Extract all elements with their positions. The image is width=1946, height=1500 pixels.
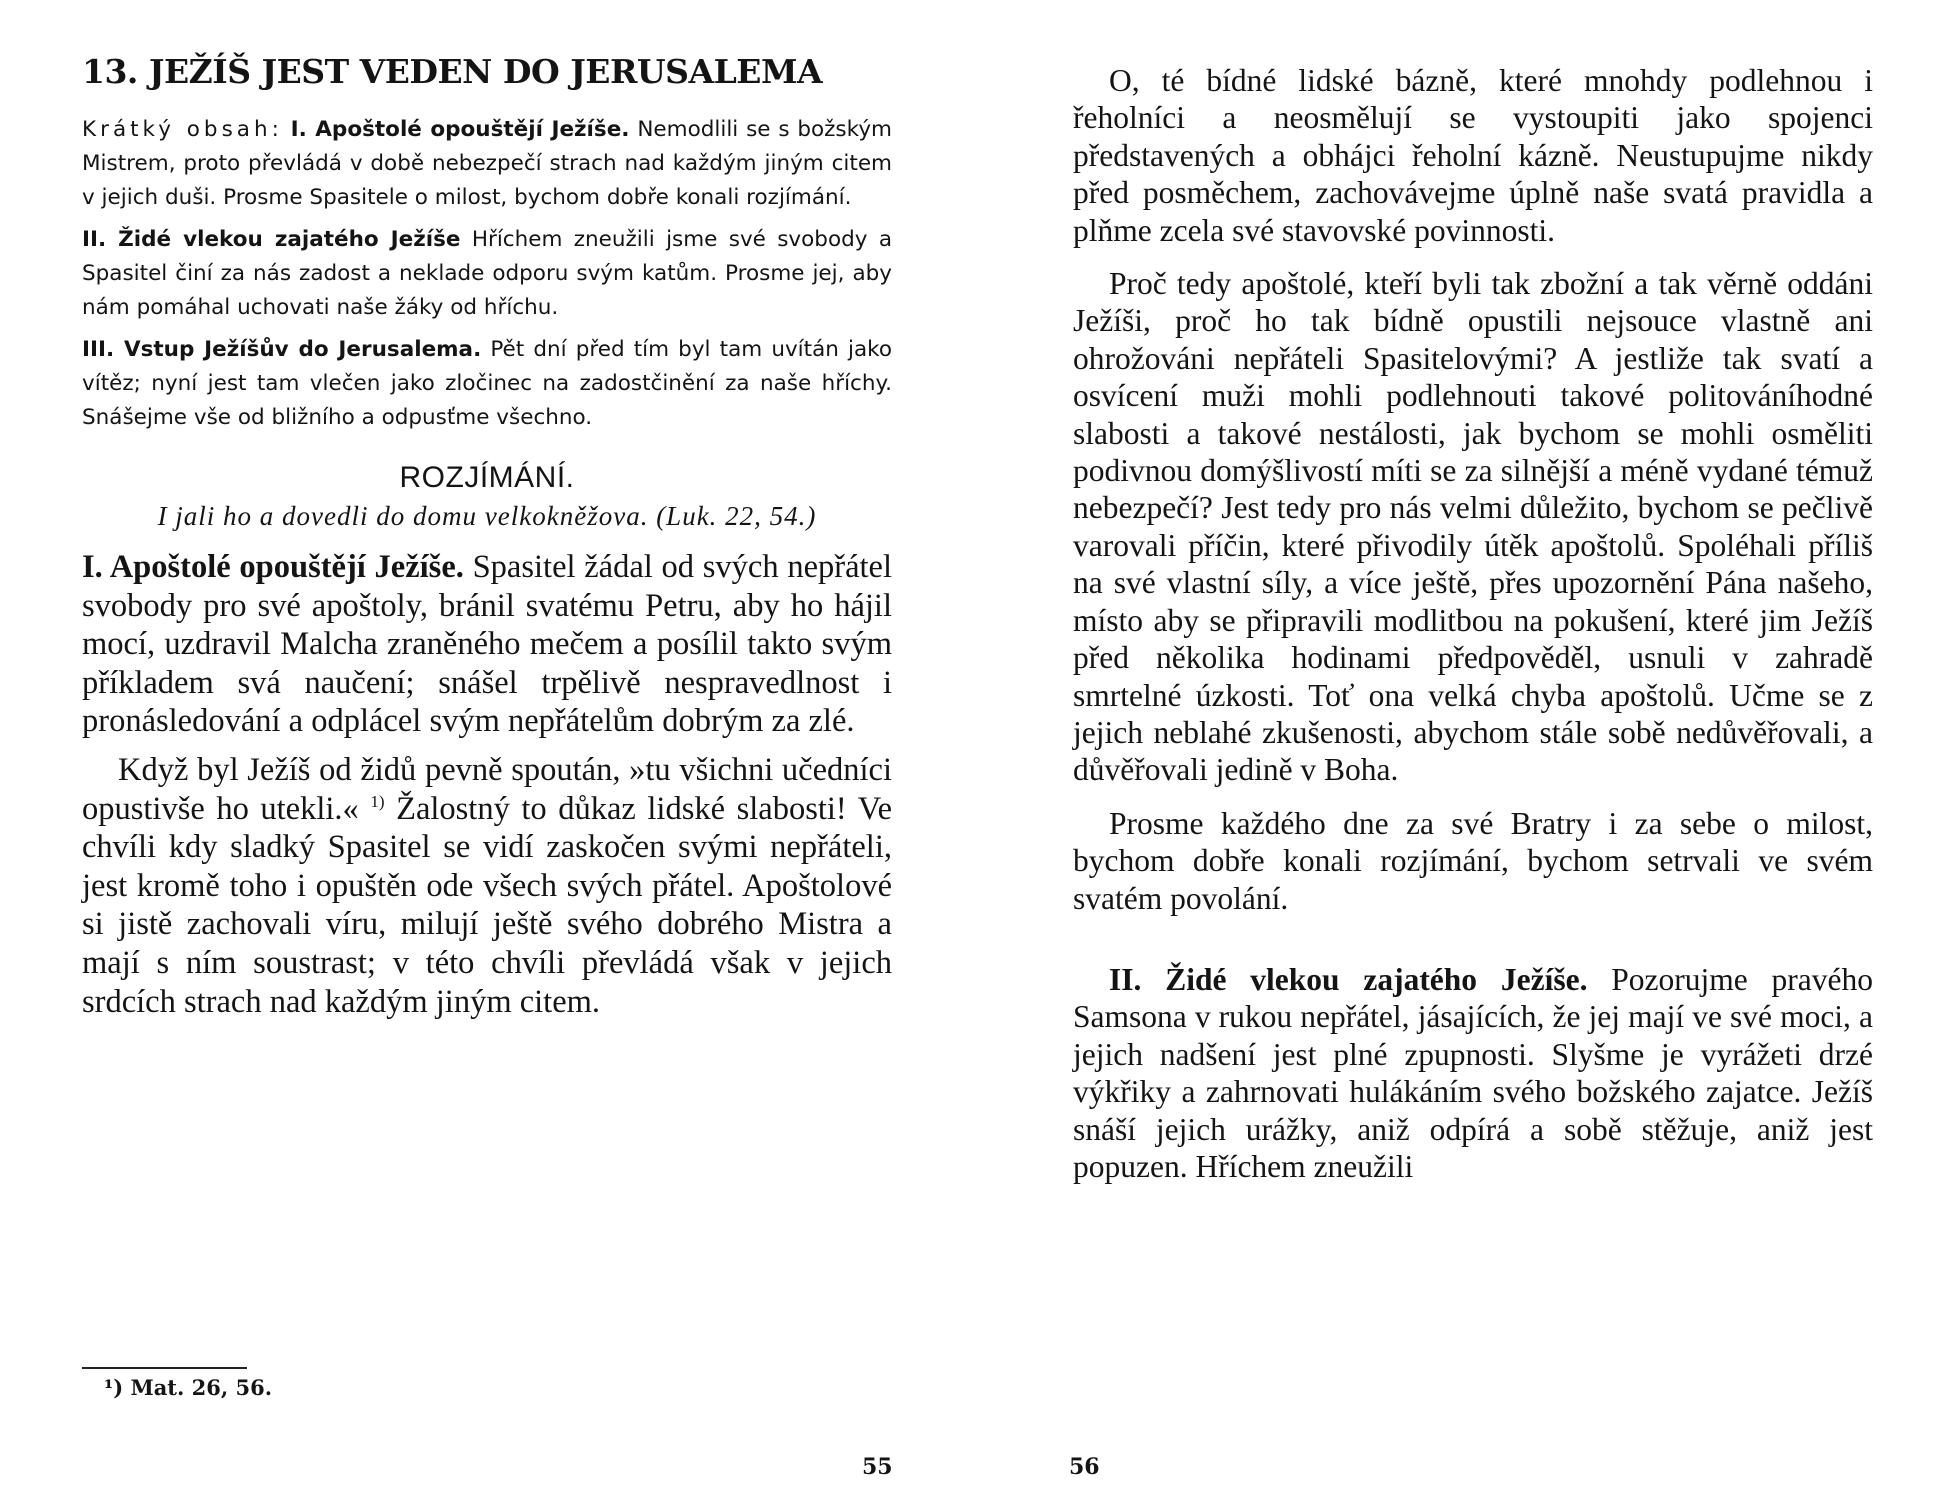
summary-point-3 (82, 333, 892, 435)
summary-point-3-text: Pět dní před tím byl tam uvítán jako vítěz; nyní jest tam vlečen jako zločinec na zadostčinění za naše hříchy. Snášejme vše od bližního a odpusťme všechno. (82, 337, 892, 430)
epigraph: I jali ho a dovedli do domu velkokněžova. (Luk. 22, 54.) (157, 501, 817, 531)
right-paragraph-2: Proč tedy apoštolé, kteří byli tak zbožní a tak věrně oddáni Ježíši, proč ho tak bídně opustili nejsouce vlastně ani ohrožováni nepřáteli Spasitelovými? A jestliže tak svatí a osvícení muži mohli podlehnouti takové politováníhodné slabosti a takové nestálosti, jak bychom se mohli osměliti podivnou domýšlivostí míti se za silnější a méně vydané témuž nebezpečí? Jest tedy pro nás velmi důležito, bychom se pečlivě varovali příčin, které přivodily útěk apoštolů. Spoléhali příliš na své vlastní síly, a více ještě, přes upozornění Pána našeho, místo aby se připravili modlitbou na pokušení, které jim Ježíš před několika hodinami předpověděl, usnuli v zahradě smrtelné úzkosti. Toť ona velká chyba apoštolů. Učme se z jejich neblahé zkušenosti, abychom stále sobě nedůvěřovali, a důvěřovali jedině v Boha. (1073, 266, 1873, 788)
right-paragraph-1: O, té bídné lidské bázně, které mnohdy podlehnou i řeholníci a neosmělují se vystoupiti jako spojenci představených a obhájci řeholní kázně. Neustupujme nikdy před posměchem, zachovávejme úplně naše svatá pravidla a plňme zcela své stavovské povinnosti. (1073, 63, 1873, 248)
right-paragraph-4-lead: II. Židé vlekou zajatého Ježíše. (1109, 961, 1588, 997)
right-body (1073, 62, 1873, 1185)
summary-label: Krátký obsah: (82, 117, 283, 142)
section-heading: ROZJÍMÁNÍ. (399, 461, 575, 494)
chapter-title: 13. JEŽÍŠ JEST VEDEN DO JERUSALEMA (82, 52, 823, 91)
summary-point-1-text: Nemodlili se s božským Mistrem, proto převládá v době nebezpečí strach nad každým jiným citem v jejich duši. Prosme Spasitele o milost, bychom dobře konali rozjímání. (82, 117, 892, 210)
right-paragraph-3: Prosme každého dne za své Bratry i za sebe o milost, bychom dobře konali rozjímání, bychom setrvali ve svém svatém povolání. (1073, 805, 1873, 916)
footnote: ¹) Mat. 26, 56. (104, 1375, 272, 1400)
footnote-ref: 1) (370, 791, 385, 811)
summary-point-1 (82, 113, 892, 215)
body-paragraph-1-lead: I. Apoštolé opouštějí Ježíše. (82, 549, 464, 585)
body-paragraph-1-text: Spasitel žádal od svých nepřátel svobody pro své apoštoly, bránil svatému Petru, aby ho hájil mocí, uzdravil Malcha zraněného mečem a posílil takto svým příkladem svá naučení; snášel trpělivě nespravedlnost i pronásledování a odplácel svým nepřátelům dobrým za zlé. (82, 549, 892, 740)
summary-point-2-title: II. Židé vlekou zajatého Ježíše (82, 227, 461, 252)
body-paragraph-2 (82, 751, 892, 1021)
body-paragraph-2-text-a: Když byl Ježíš od židů pevně spoután, »tu všichni učedníci opustivše ho utekli.« (82, 751, 892, 827)
right-column (1073, 62, 1873, 1185)
left-body (82, 548, 892, 1021)
summary (82, 113, 892, 435)
right-paragraph-4-text: Pozorujme pravého Samsona v rukou nepřátel, jásajících, že jej mají ve své moci, a jejich nadšení jest plné zpupnosti. Slyšme je vyrážeti drzé výkřiky a zahrnovati hulákáním svého božského zajatce. Ježíš snáší jejich urážky, aniž odpírá a sobě stěžuje, aniž jest popuzen. Hříchem zneužili (1073, 961, 1873, 1184)
body-paragraph-1 (82, 548, 892, 741)
summary-point-3-title: III. Vstup Ježíšův do Jerusalema. (82, 337, 482, 362)
left-column (82, 52, 892, 1021)
body-paragraph-2-text-b: Žalostný to důkaz lidské slabosti! Ve chvíli kdy sladký Spasitel se vidí zaskočen svými nepřáteli, jest kromě toho i opuštěn ode všech svých přátel. Apoštolové si jistě zachovali víru, milují ještě svého dobrého Mistra a mají s ním soustrast; v této chvíli převládá však v jejich srdcích strach nad každým jiným citem. (82, 790, 892, 1020)
page-number-left: 55 (862, 1454, 893, 1480)
summary-point-2-text: Hříchem zneužili jsme své svobody a Spasitel činí za nás zadost a neklade odporu svým katům. Prosme jej, aby nám pomáhal uchovati naše žáky od hříchu. (82, 227, 892, 320)
footnote-divider (82, 1367, 247, 1369)
page-number-right: 56 (1069, 1454, 1100, 1480)
right-paragraph-4 (1073, 961, 1873, 1185)
summary-point-1-title: I. Apoštolé opouštějí Ježíše. (290, 117, 630, 142)
right-page (973, 0, 1946, 1500)
summary-point-2 (82, 223, 892, 325)
